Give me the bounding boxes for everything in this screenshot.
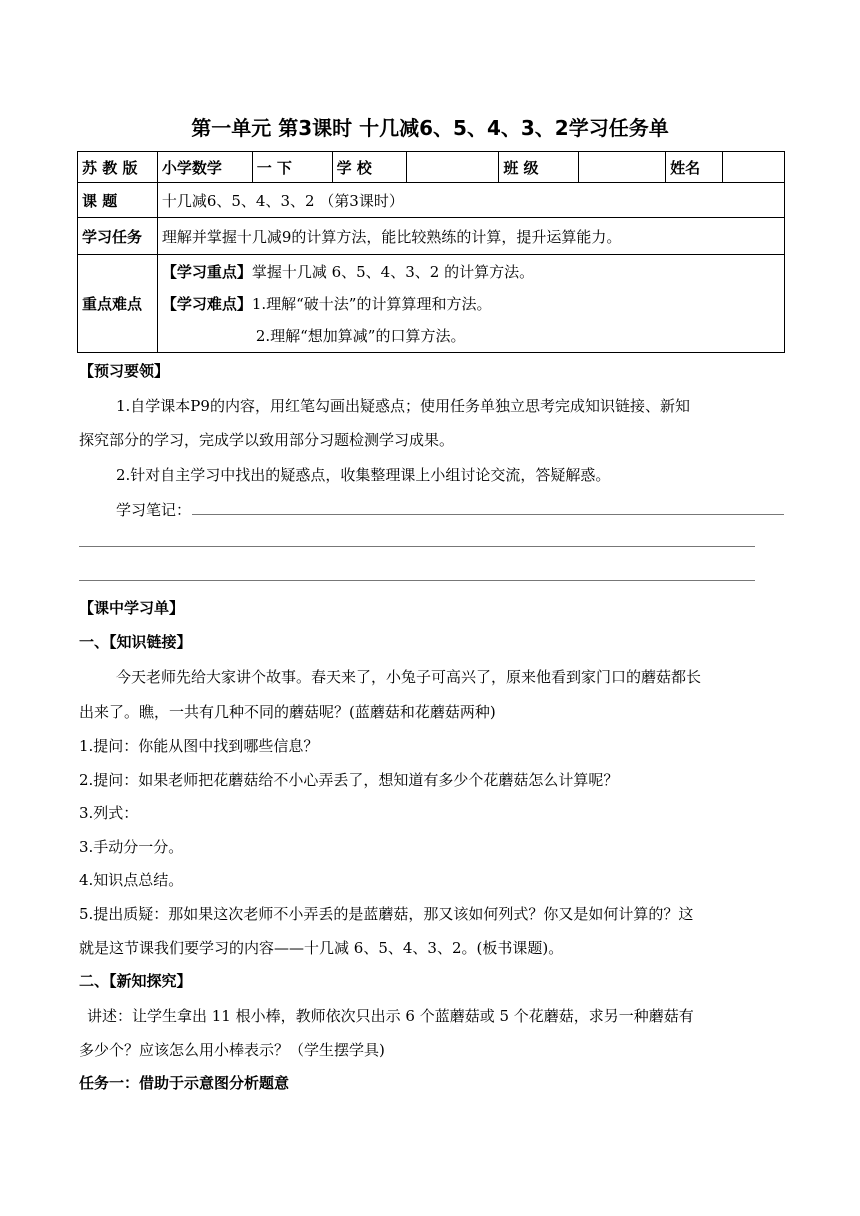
question-1: 1.提问：你能从图中找到哪些信息？	[79, 737, 319, 755]
question-3: 3.列式：	[79, 804, 139, 822]
school-field[interactable]	[407, 152, 499, 183]
topic-value: 十几减6、5、4、3、2 （第3课时）	[157, 183, 784, 218]
question-5-line2: 就是这节课我们要学习的内容——十几减 6、5、4、3、2。(板书课题)。	[79, 939, 564, 957]
name-field[interactable]	[723, 152, 785, 183]
class-sheet-heading: 【课中学习单】	[79, 599, 185, 617]
difficulty-1: 1.理解“破十法”的计算算理和方法。	[251, 294, 492, 313]
difficulty-line	[162, 288, 780, 320]
grade-cell: 一 下	[252, 152, 332, 183]
question-4: 4.知识点总结。	[79, 871, 184, 889]
notes-line-3[interactable]	[79, 580, 755, 581]
notes-line-1[interactable]	[192, 514, 784, 515]
info-row-keypoints	[78, 255, 785, 353]
task1-heading: 任务一：借助于示意图分析题意	[79, 1074, 290, 1092]
explore-line1: 讲述：让学生拿出 11 根小棒，教师依次只出示 6 个蓝蘑菇或 5 个花蘑菇，求另一种蘑菇有	[87, 1007, 694, 1025]
preview-heading: 【预习要领】	[79, 362, 170, 380]
topic-label: 课 题	[78, 183, 158, 218]
preview-p1-line2: 探究部分的学习，完成学以致用部分习题检测学习成果。	[79, 431, 455, 449]
class-field[interactable]	[579, 152, 666, 183]
keypoints-label: 重点难点	[78, 255, 158, 353]
key-point-label: 【学习重点】	[161, 262, 252, 281]
story-line1: 今天老师先给大家讲个故事。春天来了，小兔子可高兴了，原来他看到家门口的蘑菇都长	[116, 668, 702, 686]
preview-p2: 2.针对自主学习中找出的疑惑点，收集整理课上小组讨论交流，答疑解惑。	[116, 466, 611, 484]
class-label: 班 级	[499, 152, 579, 183]
info-row-topic	[78, 183, 785, 218]
section2-heading: 二、【新知探究】	[79, 972, 192, 990]
explore-line2: 多少个？应该怎么用小棒表示？（学生摆学具)	[79, 1041, 385, 1059]
name-label: 姓名	[666, 152, 723, 183]
difficulty-2: 2.理解“想加算减”的口算方法。	[255, 326, 466, 345]
question-3b: 3.手动分一分。	[79, 838, 184, 856]
key-point-text: 掌握十几减 6、5、4、3、2 的计算方法。	[251, 262, 535, 281]
keypoints-content	[157, 255, 784, 353]
notes-line-2[interactable]	[79, 546, 755, 547]
info-row-task	[78, 218, 785, 255]
page-title: 第一单元 第3课时 十几减6、5、4、3、2学习任务单	[191, 116, 669, 140]
task-value: 理解并掌握十几减9的计算方法，能比较熟练的计算，提升运算能力。	[157, 218, 784, 255]
info-table	[77, 151, 785, 353]
key-point-line	[162, 256, 780, 288]
subject-cell: 小学数学	[157, 152, 252, 183]
story-line2: 出来了。瞧，一共有几种不同的蘑菇呢？(蓝蘑菇和花蘑菇两种)	[79, 703, 496, 721]
info-row-basic	[78, 152, 785, 183]
question-5-line1: 5.提出质疑：那如果这次老师不小弄丢的是蓝蘑菇，那又该如何列式？你又是如何计算的？这	[79, 905, 694, 923]
publisher-cell: 苏 教 版	[78, 152, 158, 183]
preview-p1-line1: 1.自学课本P9的内容，用红笔勾画出疑惑点；使用任务单独立思考完成知识链接、新知	[116, 397, 690, 415]
section1-heading: 一、【知识链接】	[79, 633, 192, 651]
task-label: 学习任务	[78, 218, 158, 255]
notes-label: 学习笔记：	[116, 501, 192, 519]
difficulty-label: 【学习难点】	[161, 294, 252, 313]
difficulty-line-2	[162, 320, 780, 352]
question-2: 2.提问：如果老师把花蘑菇给不小心弄丢了，想知道有多少个花蘑菇怎么计算呢？	[79, 771, 619, 789]
school-label: 学 校	[332, 152, 407, 183]
